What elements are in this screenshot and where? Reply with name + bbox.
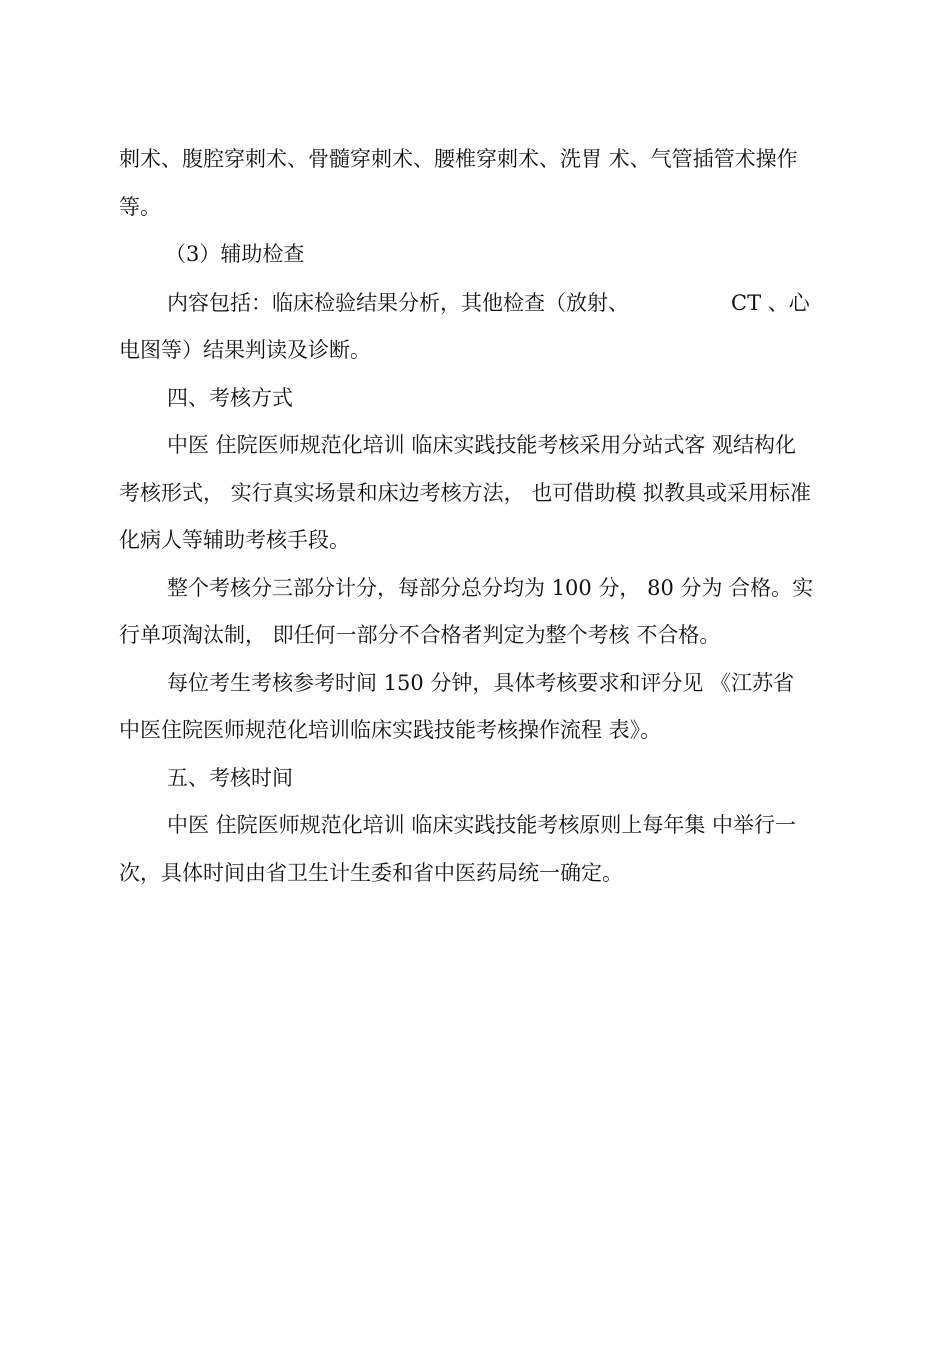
body-text-line: 中医 住院医师规范化培训 临床实践技能考核采用分站式客 观结构化	[167, 433, 797, 457]
body-text-line: 行单项淘汰制， 即任何一部分不合格者判定为整个考核 不合格。	[119, 623, 721, 647]
body-text-line: 中医 住院医师规范化培训 临床实践技能考核原则上每年集 中举行一	[167, 813, 797, 837]
body-text-line: 化病人等辅助考核手段。	[119, 528, 350, 552]
body-text-line: 次，具体时间由省卫生计生委和省中医药局统一确定。	[119, 861, 623, 885]
subsection-heading: （3）辅助检查	[165, 242, 305, 266]
body-text-line: 每位考生考核参考时间 150 分钟，具体考核要求和评分见 《江苏省	[167, 671, 795, 695]
body-text-line: 电图等）结果判读及诊断。	[119, 338, 371, 362]
body-text-line: 考核形式， 实行真实场景和床边考核方法， 也可借助模 拟教具或采用标准	[119, 481, 812, 505]
body-text-line: 等。	[119, 195, 161, 219]
body-text-line: 中医住院医师规范化培训临床实践技能考核操作流程 表》。	[119, 718, 662, 742]
body-text-line: 内容包括：临床检验结果分析，其他检查（放射、	[167, 291, 629, 315]
body-text-line: 刺术、腹腔穿刺术、骨髓穿刺术、腰椎穿刺术、洗胃 术、气管插管术操作	[119, 147, 798, 171]
body-text-line: 整个考核分三部分计分，每部分总分均为 100 分， 80 分为 合格。实	[167, 576, 814, 600]
body-text-line: CT 、心	[731, 291, 810, 315]
section-heading: 五、考核时间	[167, 766, 293, 790]
section-heading: 四、考核方式	[167, 386, 293, 410]
